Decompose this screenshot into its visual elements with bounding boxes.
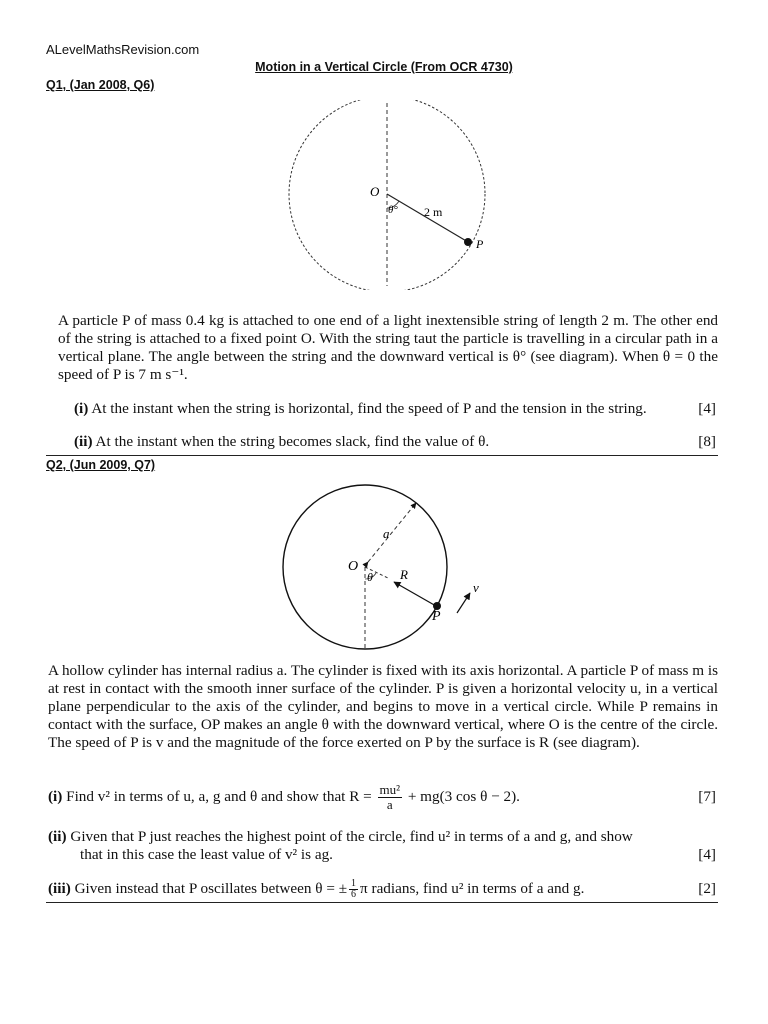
q2-part-ii-line1-text: Given that P just reaches the highest point of the circle, find u² in terms of a and g, and show <box>70 828 633 845</box>
q1-part-ii-text: At the instant when the string becomes slack, find the value of θ. <box>95 433 490 450</box>
q2-velocity-arrow <box>457 593 470 613</box>
page-title: Motion in a Vertical Circle (From OCR 4730) <box>255 60 513 74</box>
q1-part-i-text: At the instant when the string is horizontal, find the speed of P and the tension in the string. <box>91 400 647 417</box>
q2-label-v: v <box>473 580 479 595</box>
q1-part-ii-number: (ii) <box>74 433 93 450</box>
q1-part-i <box>74 400 714 418</box>
q2-part-i <box>48 782 648 812</box>
q2-part-iii-mark: [2] <box>698 880 716 897</box>
q2-label-o: O <box>348 559 359 574</box>
q1-diagram <box>280 100 500 290</box>
q2-part-iii-number: (iii) <box>48 880 71 897</box>
q1-heading: Q1, (Jan 2008, Q6) <box>46 78 155 92</box>
q2-part-i-frac-num: mu² <box>379 782 401 798</box>
q2-reaction-arrow <box>394 582 436 606</box>
q1-part-i-number: (i) <box>74 400 89 417</box>
q1-divider <box>46 455 718 456</box>
q2-question-text: A hollow cylinder has internal radius a. The cylinder is fixed with its axis horizontal. A particle P of mass m is at rest in contact with the smooth inner surface of the cylinder. P is given a horizontal velocity u, in a vertical plane perpendicular to the axis of the cylinder, and begins to move in a vertical circle. While P remains in contact with the surface, OP makes an angle θ with the downward vertical, where O is the centre of the circle. The speed of P is v and the magnitude of the force exerted on P by the surface is R (see diagram). <box>48 662 718 751</box>
q2-part-iii-pre: Given instead that P oscillates between θ = ± <box>74 880 348 897</box>
q2-label-r: R <box>400 567 408 582</box>
q2-part-i-post: + mg(3 cos θ − 2). <box>407 788 520 805</box>
q2-radius-arrow <box>368 503 416 562</box>
q2-heading: Q2, (Jun 2009, Q7) <box>46 458 156 472</box>
q1-label-theta: θ° <box>388 204 398 216</box>
q2-part-iii-frac-num: 1 <box>351 878 357 890</box>
q2-label-theta: θ <box>367 570 373 584</box>
q1-part-ii <box>74 433 674 451</box>
q1-particle <box>464 238 472 246</box>
q2-part-ii-mark: [4] <box>698 846 716 863</box>
q1-question-text: A particle P of mass 0.4 kg is attached to one end of a light inextensible string of length 2 m. The other end of the string is attached to a fixed point O. With the string taut the particle is travelling in a circular path in a vertical plane. The angle between the string and the downward vertical is θ° (see diagram). When θ = 0 the speed of P is 7 m s⁻¹. <box>58 312 718 383</box>
q2-part-i-fraction <box>378 783 403 812</box>
q2-part-iii <box>48 876 668 902</box>
q2-part-iii-fraction <box>349 879 358 900</box>
q2-label-p: P <box>432 609 441 624</box>
q2-part-i-frac-den: a <box>386 797 393 813</box>
site-name: ALevelMathsRevision.com <box>46 42 200 57</box>
q1-part-ii-mark: [8] <box>698 433 716 450</box>
q2-part-ii-line1 <box>48 828 718 846</box>
q1-label-length: 2 m <box>424 205 443 219</box>
q2-part-ii-number: (ii) <box>48 828 67 845</box>
q1-part-i-mark: [4] <box>698 400 716 417</box>
q1-label-o: O <box>370 184 380 199</box>
q2-part-ii-line2: that in this case the least value of v² is ag. <box>80 846 333 863</box>
q2-part-i-mark: [7] <box>698 788 716 805</box>
q2-part-i-number: (i) <box>48 788 63 805</box>
q2-part-iii-post: π radians, find u² in terms of a and g. <box>360 880 585 897</box>
q2-part-i-pre: Find v² in terms of u, a, g and θ and show that R = <box>66 788 372 805</box>
q2-diagram <box>276 480 496 650</box>
q2-part-ii <box>48 828 718 864</box>
q2-divider <box>46 902 718 903</box>
q1-label-p: P <box>476 237 484 251</box>
q2-part-iii-frac-den: 6 <box>351 889 357 901</box>
q2-label-a: a <box>383 526 390 541</box>
